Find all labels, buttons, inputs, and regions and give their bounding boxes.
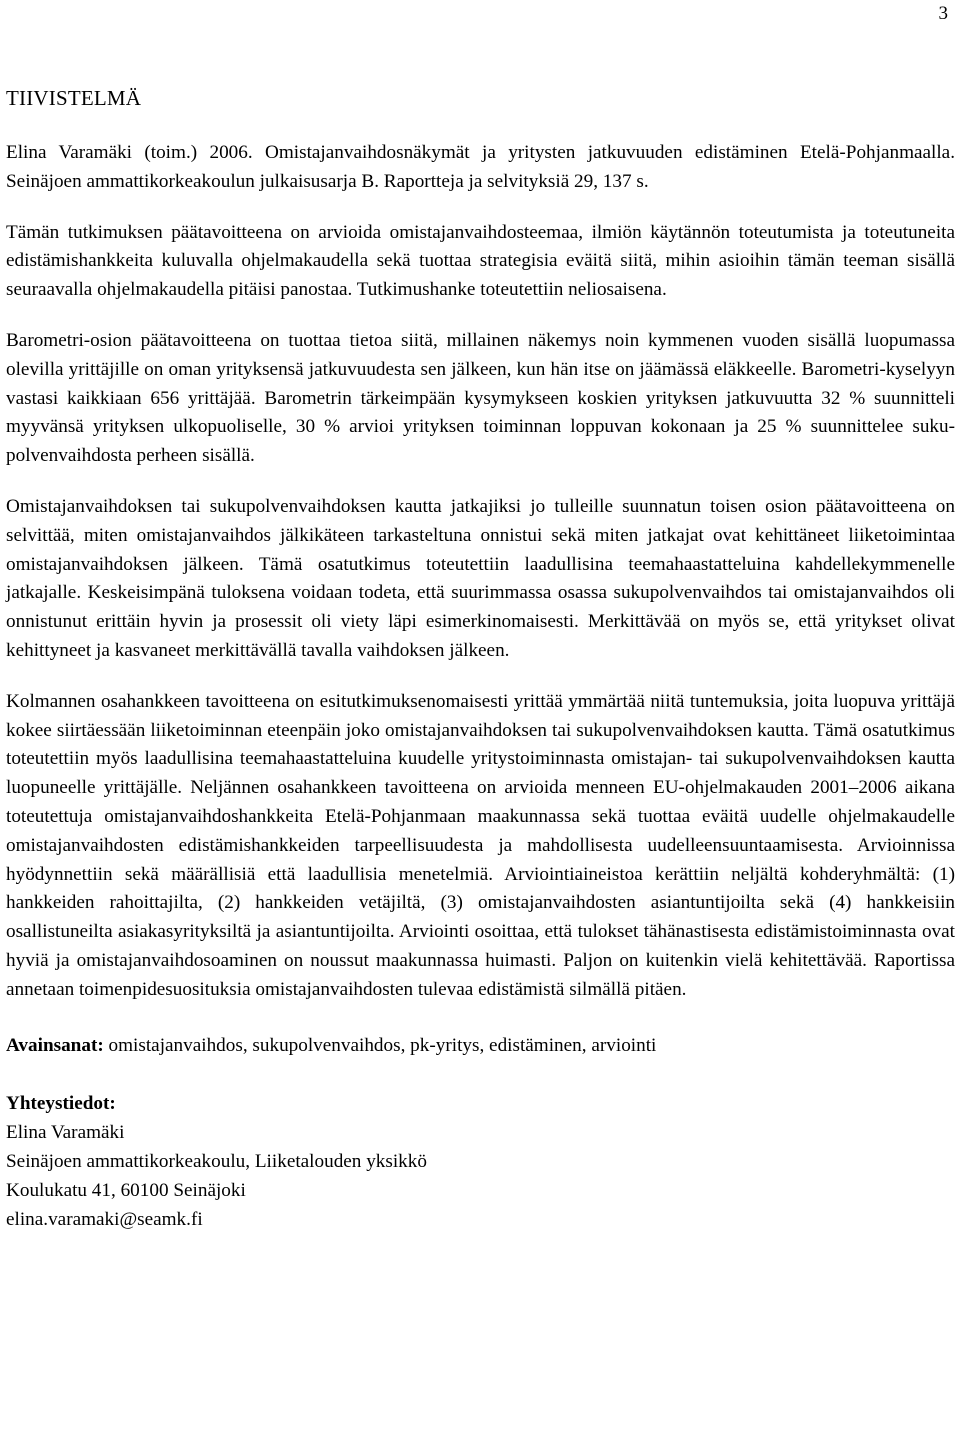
contact-label: Yhteystiedot: [6,1093,116,1115]
abstract-paragraph-3: Omistajanvaihdoksen tai sukupolvenvaihdoksen kautta jatkajiksi jo tulleille suunnatun toisen osion päätavoitteena on selvittää, miten omistajanvaihdos jälkikäteen tarkasteltuna onnistui sekä miten jatkajat ovat kehittäneet liiketoimintaa omistajanvaihdoksen jälkeen. Tämä osatutkimus toteutettiin laadullisina teemahaastatteluina kahdellekymmenelle jatkajalle. Keskeisimpänä tuloksena voidaan todeta, että suurimmassa osassa sukupolvenvaihdos tai omistajanvaihdos oli onnistunut erittäin hyvin ja prosessit oli viety läpi esimerkinomaisesti. Merkittävää on myös se, että yritykset olivat kehittyneet ja kasvaneet merkittävällä tavalla vaihdoksen jälkeen. [6,495,955,661]
page-title: TIIVISTELMÄ [6,86,142,110]
contact-organization: Seinäjoen ammattikorkeakoulu, Liiketalouden yksikkö [6,1150,427,1172]
keywords-line [6,1032,955,1061]
contact-block [6,1090,955,1234]
contact-name: Elina Varamäki [6,1122,125,1144]
bibliographic-citation: Elina Varamäki (toim.) 2006. Omistajanvaihdosnäkymät ja yritysten jatkuvuuden edistäminen Etelä-Pohjanmaalla. Seinäjoen ammattikorkeakoulun julkaisusarja B. Raportteja ja selvityksiä 29, 137 s. [6,142,955,192]
contact-email: elina.varamaki@seamk.fi [6,1208,203,1230]
abstract-paragraph-2: Barometri-osion päätavoitteena on tuottaa tietoa siitä, millainen näkemys noin kymmenen vuoden sisällä luopumassa olevilla yrittäjille on oman yrityksensä jatkuvuudesta sen jälkeen, kun hän itse on jäämässä eläkkeelle. Barometri-kyselyyn vastasi kaikkiaan 656 yrittäjää. Barometrin tärkeimpään kysymykseen koskien yrityksen jatkuvuutta 32 % suunnitteli myyvänsä yrityksen ulkopuoliselle, 30 % arvioi yrityksen toiminnan loppuvan kokonaan ja 25 % suunnittelee sukupolvenvaihdosta perheen sisällä. [6,329,955,467]
abstract-paragraph-1: Tämän tutkimuksen päätavoitteena on arvioida omistajanvaihdosteemaa, ilmiön käytännön toteutumista ja toteutuneita edistämishankkeita kuluvalla ohjelmakaudella sekä tuottaa strategisia eväitä siitä, mihin asioihin tämän teeman sisällä seuraavalla ohjelmakaudella pitäisi panostaa. Tutkimushanke toteutettiin neliosaisena. [6,221,955,301]
keywords-text: omistajanvaihdos, sukupolvenvaihdos, pk-yritys, edistäminen, arviointi [103,1034,657,1056]
page-content [6,84,955,1234]
abstract-paragraph-4: Kolmannen osahankkeen tavoitteena on esitutkimuksenomaisesti yrittää ymmärtää niitä tuntemuksia, joita luopuva yrittäjä kokee siirtäessään liiketoiminnan eteenpäin joko omistajanvaihdoksen tai sukupolvenvaihdoksen kautta. Tämä osatutkimus toteutettiin myös laadullisina teemahaastatteluina kuudelle yritystoiminnasta omistajan- tai sukupolvenvaihdoksen kautta luopuneelle yrittäjälle. Neljännen osahankkeen tavoitteena on arvioida menneen EU-ohjelmakauden 2001–2006 aikana toteutettuja omistajanvaihdoshankkeita Etelä-Pohjanmaan maakunnassa sekä tuottaa eväitä uudelle ohjelmakaudelle omistajanvaihdosten edistämishankkeiden tarpeellisuudesta ja mahdollisesta uudelleensuuntaamisesta. Arvioinnissa hyödynnettiin sekä määrällisiä että laadullisia menetelmiä. Arviointiaineistoa kerättiin neljältä kohderyhmältä: (1) hankkeiden rahoittajilta, (2) hankkeiden vetäjiltä, (3) omistajanvaihdosten asiantuntijoilta sekä (4) hankkeisiin osallistuneilta asiakasyrityksiltä ja asiantuntijoilta. Arviointi osoittaa, että tulokset tähänastisesta edistämistoiminnasta ovat hyviä ja omistajanvaihdosoaminen on noussut maakunnassa huimasti. Paljon on kuitenkin vielä kehitettävää. Raportissa annetaan toimenpidesuosituksia omistajanvaihdosten tulevaa edistämistä silmällä pitäen. [6,690,955,1000]
page-number: 3 [938,3,948,24]
contact-address: Koulukatu 41, 60100 Seinäjoki [6,1179,246,1201]
keywords-label: Avainsanat: [6,1034,104,1056]
